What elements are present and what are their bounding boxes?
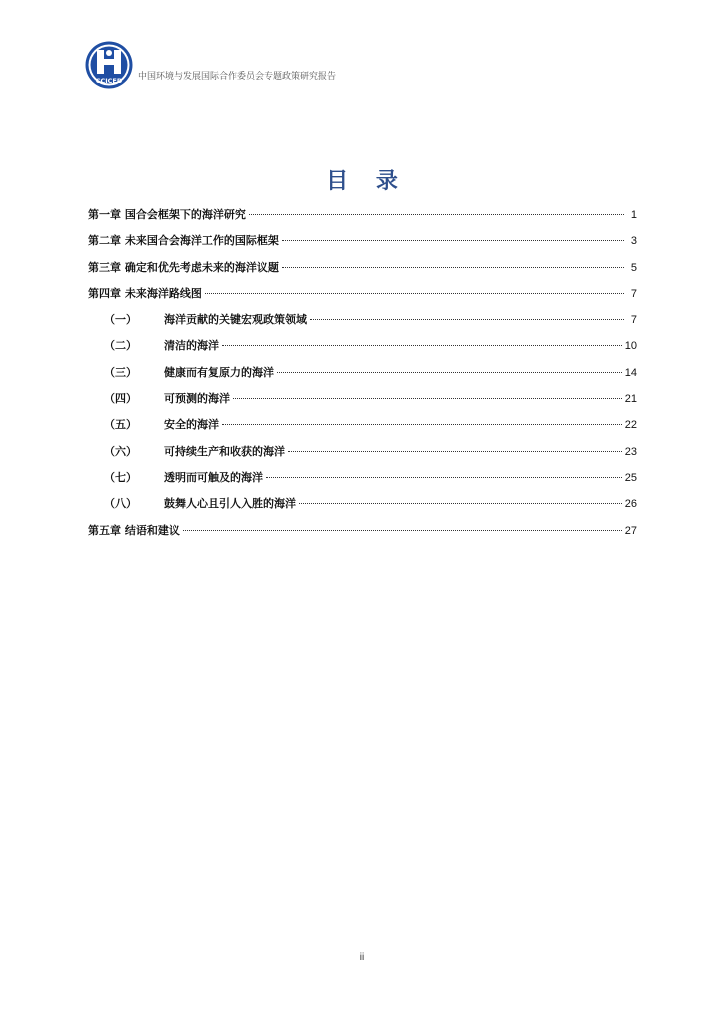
toc-entry[interactable] xyxy=(88,232,637,258)
toc-entry-number: （一） xyxy=(104,313,137,327)
toc-entry[interactable] xyxy=(88,469,637,495)
toc-entry-label: 海洋贡献的关键宏观政策领域 xyxy=(164,313,307,327)
toc-entry-label: 第二章 未来国合会海洋工作的国际框架 xyxy=(88,234,279,248)
dot-leader xyxy=(288,451,622,452)
dot-leader xyxy=(282,240,624,241)
page-number: ii xyxy=(359,952,365,963)
toc-entry-page: 22 xyxy=(624,419,637,432)
toc-entry-page: 1 xyxy=(630,209,637,221)
toc-entry-page: 25 xyxy=(624,471,637,484)
page-header xyxy=(84,40,644,90)
toc-entry[interactable] xyxy=(88,364,637,390)
toc-entry-page: 14 xyxy=(624,366,637,379)
toc-entry-page: 21 xyxy=(624,393,637,406)
dot-leader xyxy=(277,372,622,373)
toc-entry-number: （七） xyxy=(104,470,137,484)
toc-entry[interactable] xyxy=(88,495,637,521)
toc-entry[interactable] xyxy=(88,285,637,311)
toc-entry[interactable] xyxy=(88,311,637,337)
toc-entry-page: 27 xyxy=(624,524,637,537)
toc-entry-label: 安全的海洋 xyxy=(164,418,219,432)
toc-title: 目 录 xyxy=(326,169,408,194)
dot-leader xyxy=(183,530,622,531)
dot-leader xyxy=(222,424,622,425)
toc-entry-number: （四） xyxy=(104,392,137,406)
toc-entry-number: （三） xyxy=(104,365,137,379)
toc-entry[interactable] xyxy=(88,443,637,469)
toc-entry-label: 健康而有复原力的海洋 xyxy=(164,365,274,379)
toc-entry-label: 可预测的海洋 xyxy=(164,392,230,406)
dot-leader xyxy=(266,477,622,478)
toc-entry-label: 清洁的海洋 xyxy=(164,339,219,353)
toc-entry-page: 23 xyxy=(624,445,637,458)
toc-entry-number: （六） xyxy=(104,444,137,458)
dot-leader xyxy=(310,319,624,320)
toc-entry-label: 第一章 国合会框架下的海洋研究 xyxy=(88,208,246,221)
toc-entry-label: 第五章 结语和建议 xyxy=(88,523,180,537)
logo-text: CCICED xyxy=(95,77,123,85)
toc-entry-page: 7 xyxy=(630,287,637,300)
toc-entry-page: 7 xyxy=(630,314,637,327)
toc-entry-page: 26 xyxy=(624,498,637,511)
toc-entry-number: （八） xyxy=(104,497,137,511)
toc-entry-number: （五） xyxy=(104,418,137,432)
toc-entry[interactable] xyxy=(88,390,637,416)
toc-entry[interactable] xyxy=(88,416,637,442)
dot-leader xyxy=(299,503,622,504)
dot-leader xyxy=(205,293,624,294)
dot-leader xyxy=(249,214,624,215)
toc-entry-label: 第三章 确定和优先考虑未来的海洋议题 xyxy=(88,260,279,274)
dot-leader xyxy=(233,398,622,399)
toc-entry[interactable] xyxy=(88,259,637,285)
toc-entry-label: 透明而可触及的海洋 xyxy=(164,470,263,484)
dot-leader xyxy=(282,267,624,268)
toc-entry[interactable] xyxy=(88,337,637,363)
toc-entry-label: 可持续生产和收获的海洋 xyxy=(164,444,285,458)
toc-entry-number: （二） xyxy=(104,339,137,353)
toc-entry-page: 10 xyxy=(624,340,637,353)
toc-entry-page: 3 xyxy=(630,235,637,248)
cciced-logo xyxy=(84,40,134,90)
toc-entry-label: 第四章 未来海洋路线图 xyxy=(88,286,202,300)
toc-entry[interactable] xyxy=(88,206,637,232)
dot-leader xyxy=(222,345,622,346)
header-text: 中国环境与发展国际合作委员会专题政策研究报告 xyxy=(138,72,337,82)
toc-entry-page: 5 xyxy=(630,261,637,274)
table-of-contents xyxy=(88,206,637,548)
toc-entry-label: 鼓舞人心且引人入胜的海洋 xyxy=(164,497,296,511)
toc-entry[interactable] xyxy=(88,522,637,548)
